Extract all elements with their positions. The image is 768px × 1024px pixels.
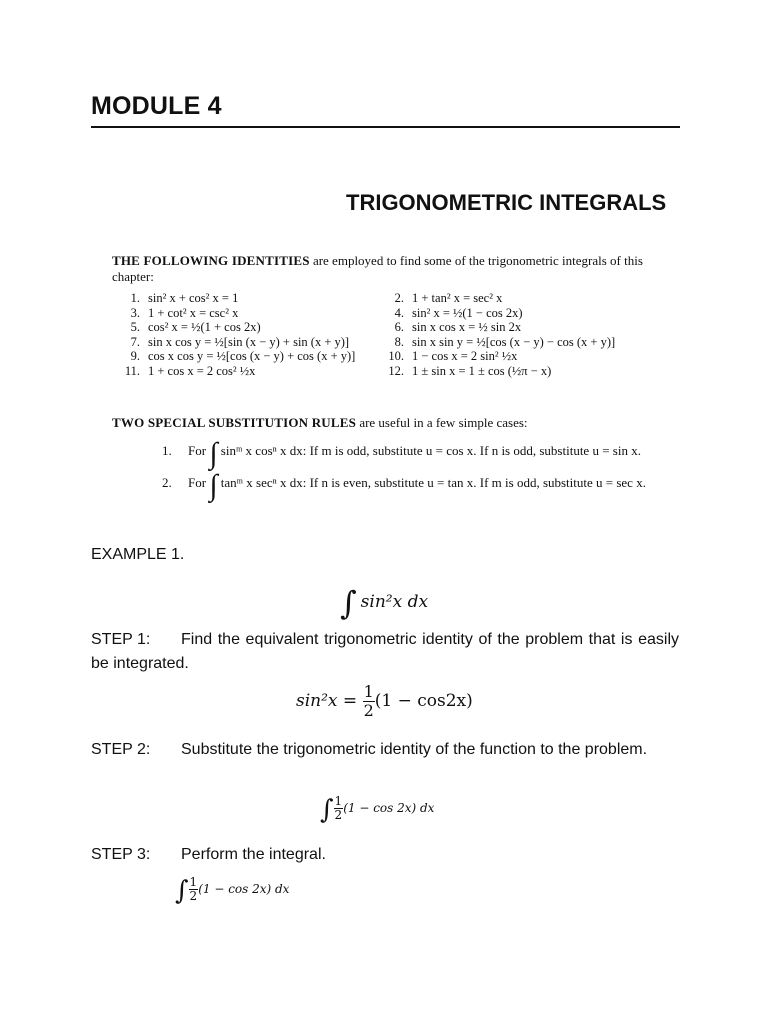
identity-item: 5. cos² x = ½(1 + cos 2x) <box>130 320 261 334</box>
identity-item: 1. sin² x + cos² x = 1 <box>130 291 239 305</box>
identity-item: 11. 1 + cos x = 2 cos² ½x <box>124 363 256 378</box>
step-text: Perform the integral. <box>181 846 326 863</box>
fraction: $\frac{1}{2}$ <box>334 794 343 822</box>
identity-item: 9. cos x cos y = ½[cos (x − y) + cos (x + y)] <box>130 349 356 363</box>
identity-item: 3. 1 + cot² x = csc² x <box>130 305 239 320</box>
identities-intro <box>112 253 672 285</box>
identity-item: 7. sin x cos y = ½[sin (x − y) + sin (x + y)] <box>130 334 350 349</box>
rules-intro-rest: are useful in a few simple cases: <box>356 415 528 430</box>
substitution-rule-2: 2. For ∫ tanᵐ x secⁿ x dx: If n is even, substitute u = tan x. If m is odd, substitute u = sec x. <box>162 469 646 502</box>
module-title: MODULE 4 <box>91 92 222 120</box>
step-label: STEP 3: <box>91 846 151 863</box>
rules-intro <box>112 415 672 431</box>
fraction: $\frac{1}{2}$ <box>363 682 374 720</box>
substitution-rule-1: 1. For ∫ sinᵐ x cosⁿ x dx: If m is odd, substitute u = cos x. If n is odd, substitute u = sin x. <box>162 437 641 470</box>
identity-item: 10. 1 − cos x = 2 sin² ½x <box>388 349 518 363</box>
header-divider <box>91 126 680 128</box>
identities-intro-bold: THE FOLLOWING IDENTITIES <box>112 253 310 268</box>
step-text: Substitute the trigonometric identity of the function to the problem. <box>181 741 648 758</box>
integral-sign-icon: ∫ <box>320 795 334 825</box>
page-title: TRIGONOMETRIC INTEGRALS <box>346 190 667 215</box>
example-integral: ∫ sin²x dx <box>340 584 429 622</box>
identities-right-column <box>380 291 615 378</box>
identities-left-column <box>116 291 355 378</box>
step-2 <box>91 738 679 762</box>
substituted-integral: ∫ $\frac{1}{2}$ (1 − cos 2x) dx <box>320 794 435 825</box>
identity-item: 12. 1 ± sin x = 1 ± cos (½π − x) <box>388 363 552 378</box>
integral-sign-icon: ∫ <box>340 584 357 622</box>
integral-sign-icon: ∫ <box>175 876 189 906</box>
perform-integral: ∫ $\frac{1}{2}$ (1 − cos 2x) dx <box>175 875 290 906</box>
identity-item: 2. 1 + tan² x = sec² x <box>394 291 503 305</box>
identity-item: 6. sin x cos x = ½ sin 2x <box>394 320 522 334</box>
step-label: STEP 1: <box>91 631 151 648</box>
fraction: $\frac{1}{2}$ <box>189 875 198 903</box>
identity-equation: sin²x = $\frac{1}{2}$ (1 − cos2x) <box>296 682 473 720</box>
identity-item: 4. sin² x = ½(1 − cos 2x) <box>394 305 523 320</box>
step-label: STEP 2: <box>91 741 151 758</box>
identities-intro-rest: are employed to find some of the trigonometric integrals of this chapter: <box>112 253 643 284</box>
step-1 <box>91 628 679 676</box>
example-label: EXAMPLE 1. <box>91 546 185 563</box>
integral-sign-icon: ∫ <box>209 437 218 470</box>
step-3 <box>91 843 679 867</box>
integral-sign-icon: ∫ <box>209 469 218 502</box>
step-text: Find the equivalent trigonometric identity of the problem that is easily be integrated. <box>91 631 679 672</box>
identity-item: 8. sin x sin y = ½[cos (x − y) − cos (x + y)] <box>394 334 616 349</box>
rules-intro-bold: TWO SPECIAL SUBSTITUTION RULES <box>112 415 357 430</box>
